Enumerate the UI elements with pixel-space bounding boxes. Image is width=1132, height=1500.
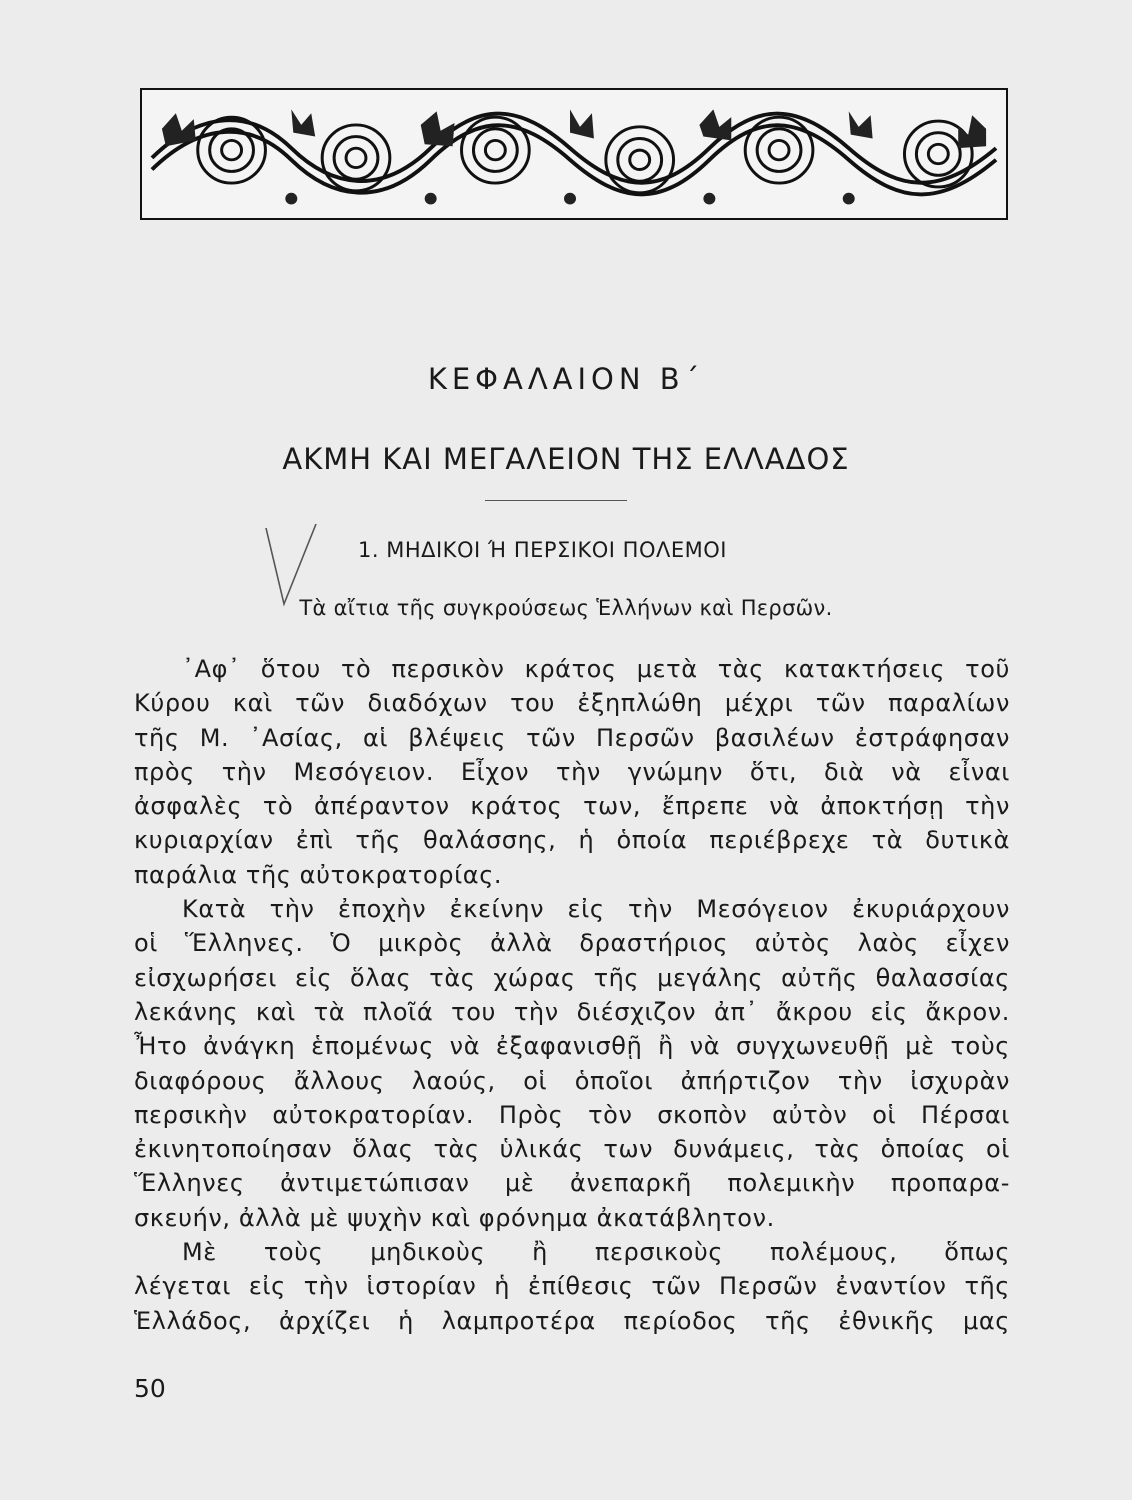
text-line: τῆς Μ. ᾿Ασίας, αἱ βλέψεις τῶν Περσῶν βασιλέων ἐστράφησαν bbox=[134, 723, 1010, 752]
text-line: παράλια τῆς αὐτοκρατορίας. bbox=[134, 860, 503, 889]
section-subtitle: Τὰ αἴτια τῆς συγκρούσεως Ἑλλήνων καὶ Περσῶν. bbox=[299, 596, 833, 620]
text-line: Μὲ τοὺς μηδικοὺς ἢ περσικοὺς πολέμους, ὅπως bbox=[182, 1238, 1010, 1267]
text-line: εἰσχωρήσει εἰς ὅλας τὰς χώρας τῆς μεγάλης αὐτῆς θαλασσίας bbox=[134, 963, 1010, 992]
chapter-title: ΑΚΜΗ ΚΑΙ ΜΕΓΑΛΕΙΟΝ ΤΗΣ ΕΛΛΑΔΟΣ bbox=[282, 442, 850, 476]
text-line: λέγεται εἰς τὴν ἱστορίαν ἡ ἐπίθεσις τῶν Περσῶν ἐναντίον τῆς bbox=[134, 1272, 1010, 1301]
text-line: διαφόρους ἄλλους λαούς, οἱ ὁποῖοι ἀπήρτιζον τὴν ἰσχυρὰν bbox=[134, 1066, 1010, 1095]
acanthus-scroll-ornament bbox=[142, 90, 1006, 218]
text-line: οἱ Ἕλληνες. Ὁ μικρὸς ἀλλὰ δραστήριος αὐτὸς λαὸς εἶχεν bbox=[134, 929, 1010, 958]
text-line: κυριαρχίαν ἐπὶ τῆς θαλάσσης, ἡ ὁποία περιέβρεχε τὰ δυτικὰ bbox=[134, 826, 1010, 855]
text-line: ᾿Αφ᾿ ὅτου τὸ περσικὸν κράτος μετὰ τὰς κατακτήσεις τοῦ bbox=[182, 655, 1010, 683]
paragraph-1 bbox=[134, 652, 1010, 892]
text-line: λεκάνης καὶ τὰ πλοῖά του τὴν διέσχιζον ἀπ᾿ ἄκρου εἰς ἄκρον. bbox=[134, 997, 1010, 1026]
paragraph-3 bbox=[134, 1235, 1010, 1338]
text-line: περσικὴν αὐτοκρατορίαν. Πρὸς τὸν σκοπὸν αὐτὸν οἱ Πέρσαι bbox=[134, 1100, 1010, 1129]
text-line: Κύρου καὶ τῶν διαδόχων του ἐξηπλώθη μέχρι τῶν παραλίων bbox=[134, 689, 1010, 718]
text-line: Κατὰ τὴν ἐποχὴν ἐκείνην εἰς τὴν Μεσόγειον ἐκυριάρχουν bbox=[182, 895, 1010, 924]
text-line: ἐκινητοποίησαν ὅλας τὰς ὑλικάς των δυνάμεις, τὰς ὁποίας οἱ bbox=[134, 1135, 1010, 1164]
paragraph-2 bbox=[134, 892, 1010, 1235]
text-line: ἀσφαλὲς τὸ ἀπέραντον κράτος των, ἔπρεπε νὰ ἀποκτήσῃ τὴν bbox=[134, 792, 1010, 821]
text-line: Ἕλληνες ἀντιμετώπισαν μὲ ἀνεπαρκῆ πολεμικὴν προπαρα- bbox=[134, 1169, 1010, 1198]
body-text bbox=[134, 652, 1010, 1338]
text-line: Ἦτο ἀνάγκη ἑπομένως νὰ ἐξαφανισθῇ ἢ νὰ συγχωνευθῇ μὲ τοὺς bbox=[134, 1032, 1010, 1061]
section-heading: 1. ΜΗΔΙΚΟΙ Ή ΠΕΡΣΙΚΟΙ ΠΟΛΕΜΟΙ bbox=[358, 538, 727, 562]
text-line: σκευήν, ἀλλὰ μὲ ψυχὴν καὶ φρόνημα ἀκατάβλητον. bbox=[134, 1203, 775, 1232]
decorative-scroll-border bbox=[140, 88, 1008, 220]
text-line: πρὸς τὴν Μεσόγειον. Εἶχον τὴν γνώμην ὅτι, διὰ νὰ εἶναι bbox=[134, 757, 1010, 786]
text-line: Ἑλλάδος, ἀρχίζει ἡ λαμπροτέρα περίοδος τῆς ἐθνικῆς μας bbox=[134, 1306, 1010, 1335]
title-divider bbox=[485, 500, 627, 501]
chapter-label: ΚΕΦΑΛΑΙΟΝ Β΄ bbox=[427, 362, 705, 396]
page-number: 50 bbox=[134, 1374, 166, 1403]
